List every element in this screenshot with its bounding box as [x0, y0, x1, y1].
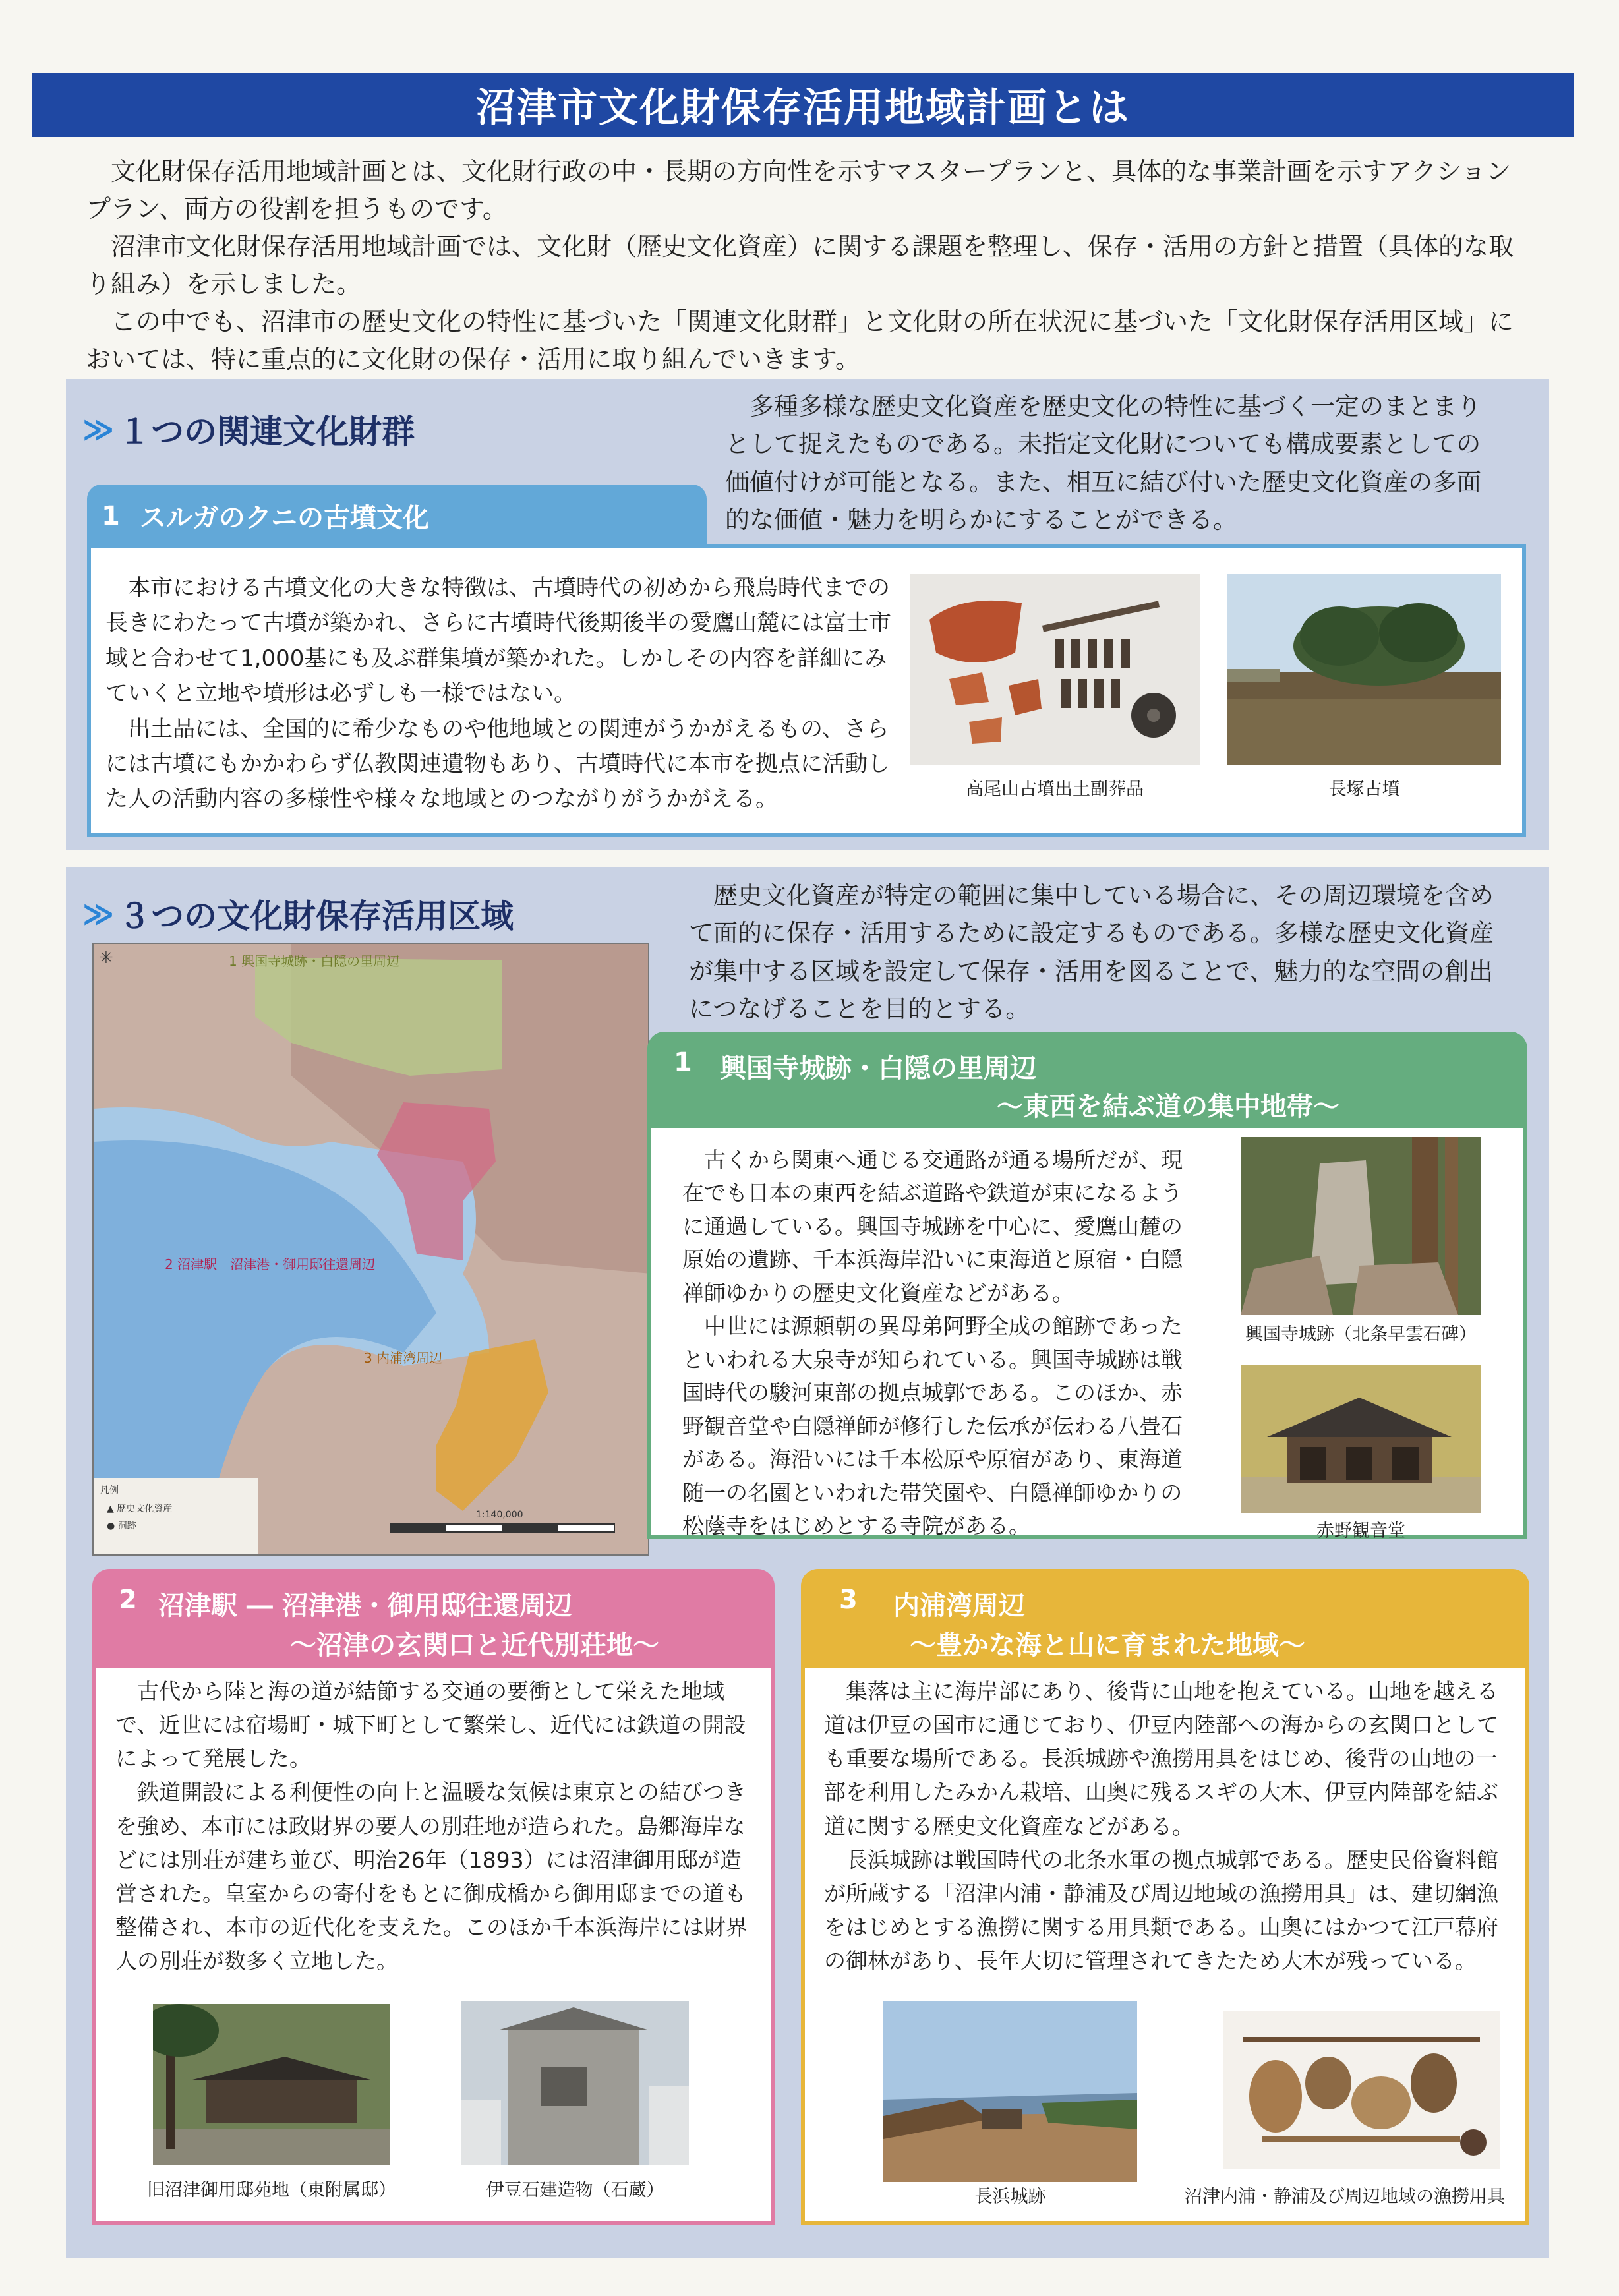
- area2-paragraph-1: 古代から陸と海の道が結節する交通の要衝として栄えた地域で、近世には宿場町・城下町として繁栄し、近代には鉄道の開設によって発展した。: [115, 1678, 746, 1772]
- photo-fishing-tools: [1223, 2011, 1500, 2169]
- artifacts-illustration: [910, 574, 1200, 765]
- area2-tab: [92, 1569, 775, 1668]
- section1-description: [725, 388, 1503, 539]
- intro-paragraph-3: この中でも、沼津市の歴史文化の特性に基づいた「関連文化財群」と文化財の所在状況に基づいた「文化財保存活用区域」においては、特に重点的に文化財の保存・活用に取り組んでいきます。: [86, 307, 1514, 374]
- caption-kofun-artifacts: 高尾山古墳出土副葬品: [966, 779, 1144, 800]
- north-arrow-icon: ✳: [99, 948, 113, 968]
- group-kofun-text: [105, 571, 897, 817]
- photo-izu-stone-storehouse: [461, 2001, 689, 2165]
- section1-description-text: 多種多様な歴史文化資産を歴史文化の特性に基づく一定のまとまりとして捉えたものである。未指定文化財についても構成要素としての価値付けが可能となる。また、相互に結び付いた歴史文化資産の多面的な価値・魅力を明らかにすることができる。: [725, 392, 1481, 535]
- area2-subtitle: ～沼津の玄関口と近代別荘地～: [290, 1630, 659, 1661]
- group-number: 1: [102, 500, 120, 531]
- area1-paragraph-2: 中世には源頼朝の異母弟阿野全成の館跡であったといわれる大泉寺が知られている。興国寺城跡は戦国時代の駿河東部の拠点城郭である。このほか、赤野観音堂や白隠禅師が修行した伝承が伝わる八畳石がある。海沿いには千本松原や原宿があり、東海道随一の名園といわれた帯笑園や、白隠禅師ゆかりの松蔭寺をはじめとする寺院がある。: [682, 1313, 1183, 1539]
- area3-number: 3: [839, 1585, 858, 1615]
- intro-text: [86, 153, 1536, 378]
- caption-izu-stone-storehouse: 伊豆石建造物（石蔵）: [486, 2180, 664, 2200]
- chevron-right-icon: ≫: [82, 896, 108, 931]
- section3-heading: [82, 890, 514, 937]
- area3-title: 内浦湾周辺: [893, 1591, 1025, 1621]
- intro-paragraph-1: 文化財保存活用地域計画とは、文化財行政の中・長期の方向性を示すマスタープランと、具体的な事業計画を示すアクションプラン、両方の役割を担うものです。: [86, 157, 1512, 223]
- map-label-area1: 1 興国寺城跡・白隠の里周辺: [229, 953, 400, 969]
- map-label-area2: 2 沼津駅－沼津港・御用邸往還周辺: [165, 1256, 376, 1272]
- group-title: スルガのクニの古墳文化: [139, 503, 430, 533]
- map-label-area3: 3 内浦湾周辺: [364, 1350, 443, 1366]
- fishing-tools-illustration: [1223, 2011, 1500, 2169]
- section3-heading-text: ３つの文化財保存活用区域: [118, 897, 514, 935]
- area2-number: 2: [119, 1585, 137, 1615]
- area1-text: [682, 1144, 1203, 1543]
- photo-nagatsuka-kofun: [1227, 574, 1501, 765]
- storehouse-illustration: [461, 2001, 689, 2165]
- photo-kokokuji-monument: [1241, 1137, 1481, 1315]
- area3-paragraph-1: 集落は主に海岸部にあり、後背に山地を抱えている。山地を越える道は伊豆の国市に通じており、伊豆内陸部への海からの玄関口としても重要な場所である。長浜城跡や漁撈用具をはじめ、後背の山地の一部を利用したみかん栽培、山奥に残るスギの大木、伊豆内陸部を結ぶ道に関する歴史文化資産などがある。: [824, 1678, 1498, 1839]
- photo-former-imperial-villa: [153, 2004, 390, 2165]
- nagahama-illustration: [883, 2001, 1137, 2182]
- area2-paragraph-2: 鉄道開設による利便性の向上と温暖な気候は東京との結びつきを強め、本市には政財界の要人の別荘地が造られた。島郷海岸などには別荘が建ち並び、明治26年（1893）には沼津御用邸が造営された。皇室からの寄付をもとに御成橋から御用邸までの道も整備され、本市の近代化を支えた。このほか千本浜海岸には財界人の別荘が数多く立地した。: [115, 1779, 748, 1974]
- map-legend-title: 凡例: [100, 1485, 119, 1496]
- area3-subtitle: ～豊かな海と山に育まれた地域～: [910, 1630, 1305, 1661]
- area1-paragraph-1: 古くから関東へ通じる交通路が通る場所だが、現在でも日本の東西を結ぶ道路や鉄道が束になるように通過している。興国寺城跡を中心に、愛鷹山麓の原始の遺跡、千本浜海岸沿いに東海道と原宿・白隠禅師ゆかりの歴史文化資産などがある。: [682, 1147, 1183, 1306]
- photo-kofun-artifacts: [910, 574, 1200, 765]
- map-legend-item-2: ● 洞跡: [107, 1521, 136, 1531]
- section3-description: [689, 877, 1513, 1028]
- photo-akano-kannon-hall: [1241, 1365, 1481, 1513]
- caption-former-imperial-villa: 旧沼津御用邸苑地（東附属邸）: [147, 2180, 396, 2200]
- caption-nagatsuka-kofun: 長塚古墳: [1328, 779, 1400, 800]
- caption-akano-kannon-hall: 赤野観音堂: [1316, 1521, 1405, 1541]
- kokokuji-illustration: [1241, 1137, 1481, 1315]
- area3-paragraph-2: 長浜城跡は戦国時代の北条水軍の拠点城郭である。歴史民俗資料館が所蔵する「沼津内浦・静浦及び周辺地域の漁撈用具」は、建切網漁をはじめとする漁撈に関する用具類である。山奥にはかつて江戸幕府の御林があり、長年大切に管理されてきたため大木が残っている。: [824, 1846, 1498, 1974]
- villa-illustration: [153, 2004, 390, 2165]
- area1-number: 1: [674, 1047, 692, 1078]
- caption-nagahama-castle-ruins: 長浜城跡: [974, 2187, 1046, 2207]
- area1-title: 興国寺城跡・白隠の里周辺: [720, 1053, 1036, 1084]
- group-kofun-tab: [87, 485, 707, 547]
- area1-subtitle: ～東西を結ぶ道の集中地帯～: [997, 1092, 1339, 1122]
- map-legend-item-1-label: 歴史文化資産: [117, 1504, 173, 1514]
- group-kofun-paragraph-1: 本市における古墳文化の大きな特徴は、古墳時代の初めから飛鳥時代までの長きにわたって古墳が築かれ、さらに古墳時代後期後半の愛鷹山麓には富士市域と合わせて1,000基にも及ぶ群集墳が築かれた。しかしその内容を詳細にみていくと立地や墳形は必ずしも一様ではない。: [105, 575, 892, 707]
- group-kofun-paragraph-2: 出土品には、全国的に希少なものや他地域との関連がうかがえるもの、さらには古墳にもかかわらず仏教関連遺物もあり、古墳時代に本市を拠点に活動した人の活動内容の多様性や様々な地域とのつながりがうかがえる。: [105, 715, 890, 813]
- section1-heading-text: １つの関連文化財群: [118, 413, 415, 451]
- area3-text: [824, 1674, 1506, 1978]
- akano-illustration: [1241, 1365, 1481, 1513]
- area2-title: 沼津駅 ― 沼津港・御用邸往還周辺: [158, 1591, 572, 1621]
- area3-tab: [801, 1569, 1529, 1668]
- area1-tab: [647, 1032, 1527, 1127]
- map-legend-item-2-label: 洞跡: [117, 1521, 136, 1531]
- caption-fishing-tools: 沼津内浦・静浦及び周辺地域の漁撈用具: [1185, 2187, 1505, 2207]
- map-legend-item-1: ▲ 歴史文化資産: [107, 1504, 173, 1514]
- photo-nagahama-castle-ruins: [883, 2001, 1137, 2182]
- caption-kokokuji-monument: 興国寺城跡（北条早雲石碑）: [1245, 1324, 1477, 1345]
- chevron-right-icon: ≫: [82, 411, 108, 447]
- preservation-area-map: [92, 943, 649, 1556]
- section1-heading: [82, 405, 415, 453]
- map-scale: 1:140,000: [476, 1510, 523, 1520]
- nagatsuka-illustration: [1227, 574, 1501, 765]
- section3-description-text: 歴史文化資産が特定の範囲に集中している場合に、その周辺環境を含めて面的に保存・活用するために設定するものである。多様な歴史文化資産が集中する区域を設定して保存・活用を図ることで、魅力的な空間の創出につなげることを目的とする。: [689, 881, 1494, 1024]
- page-title: 沼津市文化財保存活用地域計画とは: [32, 73, 1574, 137]
- map-illustration: [94, 944, 649, 1556]
- area2-text: [115, 1674, 748, 1978]
- intro-paragraph-2: 沼津市文化財保存活用地域計画では、文化財（歴史文化資産）に関する課題を整理し、保存・活用の方針と措置（具体的な取り組み）を示しました。: [86, 232, 1514, 299]
